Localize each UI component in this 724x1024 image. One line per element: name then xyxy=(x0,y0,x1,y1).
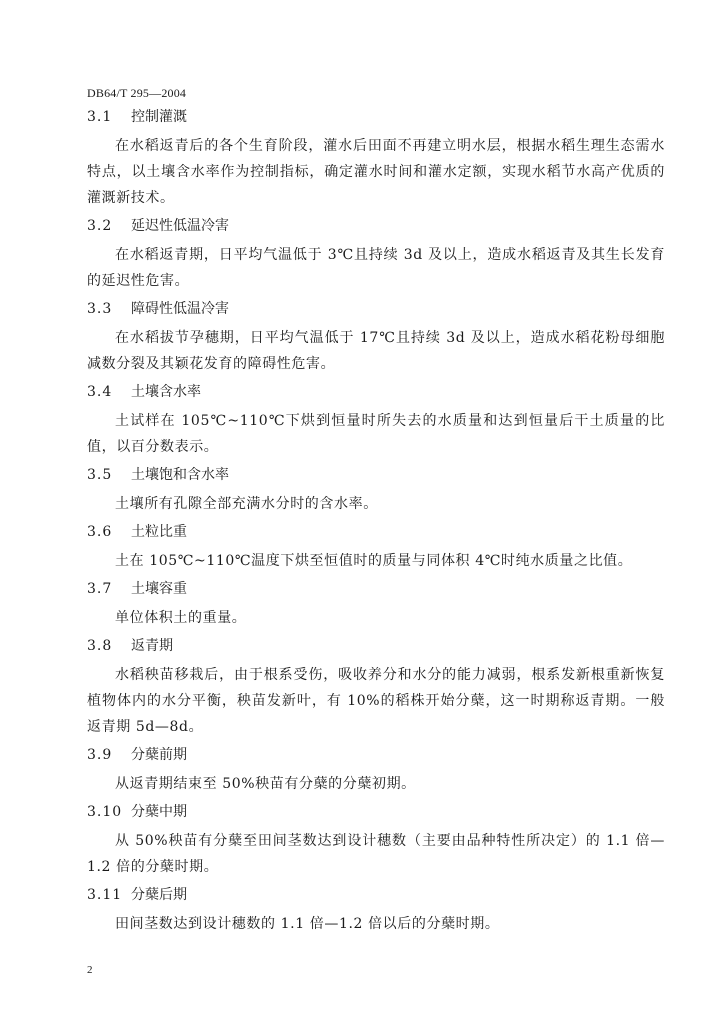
term-title: 分蘖中期 xyxy=(131,804,187,820)
term-title: 障碍性低温冷害 xyxy=(131,301,229,317)
term-heading xyxy=(87,885,665,905)
page-number: 2 xyxy=(87,964,93,976)
term-number: 3.7 xyxy=(87,581,113,597)
term-heading xyxy=(87,107,665,127)
term-title: 返青期 xyxy=(131,638,173,654)
term-title: 分蘖后期 xyxy=(131,887,187,903)
term-title: 土壤容重 xyxy=(131,581,187,597)
term-heading xyxy=(87,382,665,402)
term-number: 3.1 xyxy=(87,109,113,125)
term-definition: 从返青期结束至 50%秧苗有分蘖的分蘖初期。 xyxy=(115,776,416,792)
document-code: DB64/T 295—2004 xyxy=(87,86,187,100)
term-number: 3.9 xyxy=(87,747,113,763)
term-3-4 xyxy=(87,382,665,460)
term-heading xyxy=(87,579,665,599)
term-3-8 xyxy=(87,636,665,740)
term-number: 3.10 xyxy=(87,804,123,820)
term-definition: 单位体积土的重量。 xyxy=(115,610,247,626)
term-title: 土粒比重 xyxy=(131,524,187,540)
term-number: 3.4 xyxy=(87,384,113,400)
term-definition: 土试样在 105℃~110℃下烘到恒量时所失去的水质量和达到恒量后干土质量的比值，以百分数表示。 xyxy=(87,413,665,455)
term-3-3 xyxy=(87,299,665,377)
term-3-6 xyxy=(87,522,665,574)
term-3-9 xyxy=(87,745,665,797)
term-title: 延迟性低温冷害 xyxy=(131,218,229,234)
term-title: 控制灌溉 xyxy=(131,109,187,125)
term-heading xyxy=(87,636,665,656)
term-definition: 土壤所有孔隙全部充满水分时的含水率。 xyxy=(115,496,378,512)
term-definition: 从 50%秧苗有分蘖至田间茎数达到设计穗数（主要由品种特性所决定）的 1.1 倍—1.2 倍的分蘖时期。 xyxy=(87,833,665,875)
term-heading xyxy=(87,216,665,236)
term-3-1 xyxy=(87,107,665,211)
term-3-7 xyxy=(87,579,665,631)
term-number: 3.5 xyxy=(87,467,113,483)
term-definition: 在水稻拔节孕穗期，日平均气温低于 17℃且持续 3d 及以上，造成水稻花粉母细胞减数分裂及其颖花发育的障碍性危害。 xyxy=(87,330,665,372)
term-heading xyxy=(87,299,665,319)
term-number: 3.3 xyxy=(87,301,113,317)
term-title: 土壤含水率 xyxy=(131,384,201,400)
term-definition: 在水稻返青期，日平均气温低于 3℃且持续 3d 及以上，造成水稻返青及其生长发育的延迟性危害。 xyxy=(87,247,665,289)
term-3-11 xyxy=(87,885,665,937)
document-content xyxy=(87,107,665,942)
term-title: 土壤饱和含水率 xyxy=(131,467,229,483)
term-heading xyxy=(87,465,665,485)
term-number: 3.2 xyxy=(87,218,113,234)
term-heading xyxy=(87,802,665,822)
term-definition: 在水稻返青后的各个生育阶段，灌水后田面不再建立明水层，根据水稻生理生态需水特点，以土壤含水率作为控制指标，确定灌水时间和灌水定额，实现水稻节水高产优质的灌溉新技术。 xyxy=(87,138,665,206)
term-3-5 xyxy=(87,465,665,517)
term-number: 3.6 xyxy=(87,524,113,540)
term-number: 3.8 xyxy=(87,638,113,654)
term-definition: 田间茎数达到设计穗数的 1.1 倍—1.2 倍以后的分蘖时期。 xyxy=(115,916,500,932)
term-heading xyxy=(87,745,665,765)
term-number: 3.11 xyxy=(87,887,123,903)
term-heading xyxy=(87,522,665,542)
term-3-2 xyxy=(87,216,665,294)
term-title: 分蘖前期 xyxy=(131,747,187,763)
term-definition: 土在 105℃~110℃温度下烘至恒值时的质量与同体积 4℃时纯水质量之比值。 xyxy=(115,553,633,569)
term-3-10 xyxy=(87,802,665,880)
term-definition: 水稻秧苗移栽后，由于根系受伤，吸收养分和水分的能力减弱，根系发新根重新恢复植物体内的水分平衡，秧苗发新叶，有 10%的稻株开始分蘖，这一时期称返青期。一般返青期 5d—8d。 xyxy=(87,667,665,735)
